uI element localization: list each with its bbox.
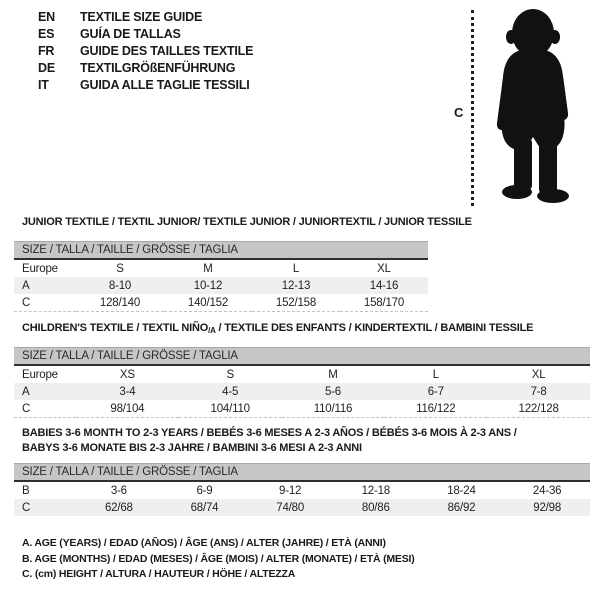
cell: S [226,368,234,381]
row-label: C [22,402,31,415]
cell: 14-16 [340,277,428,294]
cell: 12-18 [361,484,390,497]
children-title-prefix: CHILDREN'S TEXTILE / TEXTIL NIÑO [22,322,209,334]
cell: 18-24 [447,484,476,497]
table-row [14,383,590,400]
size-header-bar: SIZE / TALLA / TAILLE / GRÖSSE / TAGLIA [14,348,590,366]
cell: L [292,262,300,275]
babies-title-line1: BABIES 3-6 MONTH TO 2-3 YEARS / BEBÉS 3-6 MESES A 2-3 AÑOS / BÉBÉS 3-6 MOIS À 2-3 ANS / [22,427,517,439]
lang-row-de [38,60,253,77]
height-dimension-label: C [454,105,464,120]
cell: XL [377,262,391,275]
babies-section-title [22,426,517,456]
cell: 68/74 [162,499,248,516]
cell: 8-10 [76,277,164,294]
cell: 3-6 [110,484,127,497]
junior-size-table [14,241,428,312]
height-dimension-line [471,10,474,206]
children-section-title [22,322,533,335]
cell: 9-12 [279,484,302,497]
lang-row-it [38,77,253,94]
cell: 3-4 [76,383,179,400]
row-label: A [14,277,76,294]
cell: 4-5 [179,383,282,400]
row-label: C [22,296,31,309]
lang-code: DE [38,61,55,75]
cell: 24-36 [532,484,562,497]
lang-title: GUIDE DES TAILLES TEXTILE [80,44,254,58]
cell: 128/140 [99,296,141,309]
cell: M [203,262,213,275]
toddler-silhouette [478,5,590,207]
lang-code: IT [38,78,49,92]
cell: 62/68 [76,499,162,516]
lang-title: TEXTILGRÖßENFÜHRUNG [80,61,236,75]
footnotes [22,536,415,583]
footnote-b: B. AGE (MONTHS) / EDAD (MESES) / ÂGE (MOIS) / ALTER (MONATE) / ETÀ (MESI) [22,552,415,565]
cell: L [432,368,439,381]
lang-code: ES [38,27,55,41]
cell: 158/170 [363,296,405,309]
junior-section-title: JUNIOR TEXTILE / TEXTIL JUNIOR/ TEXTILE JUNIOR / JUNIORTEXTIL / JUNIOR TESSILE [22,216,472,228]
children-title-suffix: / TEXTILE DES ENFANTS / KINDERTEXTIL / BAMBINI TESSILE [215,322,534,334]
row-label: C [14,499,76,516]
cell: 152/158 [275,296,317,309]
cell: 80/86 [333,499,419,516]
cell: 10-12 [164,277,252,294]
footnote-a: A. AGE (YEARS) / EDAD (AÑOS) / ÂGE (ANS) / ALTER (JAHRE) / ETÀ (ANNI) [22,537,386,549]
lang-row-fr [38,43,253,60]
cell: 110/116 [313,402,353,415]
cell: 104/110 [210,402,250,415]
cell: S [116,262,124,275]
cell: 122/128 [518,402,559,415]
row-label: A [14,383,76,400]
cell: M [328,368,338,381]
cell: 6-9 [196,484,213,497]
cell: 98/104 [110,402,145,415]
table-row [14,277,428,294]
cell: XS [119,368,135,381]
table-row [14,481,590,499]
cell: 7-8 [487,383,590,400]
lang-code: FR [38,44,55,58]
row-label: B [22,484,30,497]
cell: 140/152 [187,296,229,309]
size-header-bar: SIZE / TALLA / TAILLE / GRÖSSE / TAGLIA [14,242,428,260]
lang-title: GUIDA ALLE TAGLIE TESSILI [80,78,250,92]
cell: XL [531,368,546,381]
children-size-table [14,347,590,418]
lang-title: TEXTILE SIZE GUIDE [80,10,203,24]
cell: 86/92 [419,499,505,516]
row-label: Europe [22,262,58,275]
lang-row-en [38,9,253,26]
footnote-c: C. (cm) HEIGHT / ALTURA / HAUTEUR / HÖHE / ALTEZZA [22,568,296,580]
babies-size-table [14,463,590,516]
cell: 92/98 [504,499,590,516]
cell: 74/80 [247,499,333,516]
table-row [14,294,428,312]
table-row [14,499,590,516]
lang-row-es [38,26,253,43]
table-row [14,365,590,383]
babies-title-line2: BABYS 3-6 MONATE BIS 2-3 JAHRE / BAMBINI 3-6 MESI A 2-3 ANNI [22,442,362,454]
cell: 6-7 [384,383,487,400]
children-title-subscript: /A [208,326,216,335]
cell: 12-13 [252,277,340,294]
cell: 116/122 [416,402,456,415]
lang-title: GUÍA DE TALLAS [80,27,181,41]
row-label: Europe [22,368,58,381]
size-header-bar: SIZE / TALLA / TAILLE / GRÖSSE / TAGLIA [14,464,590,482]
lang-code: EN [38,10,55,24]
language-title-list [38,9,253,94]
cell: 5-6 [282,383,385,400]
table-row [14,259,428,277]
table-row [14,400,590,418]
